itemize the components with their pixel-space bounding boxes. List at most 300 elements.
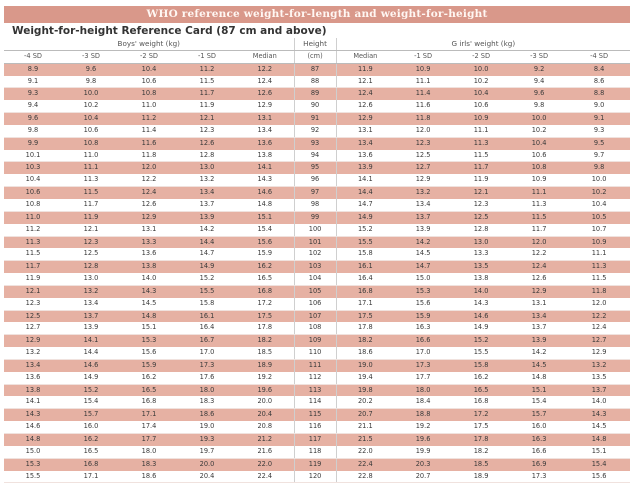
- weight-cell: 16.2: [452, 372, 510, 384]
- weight-cell: 13.8: [120, 261, 178, 273]
- weight-cell: 15.9: [394, 310, 452, 322]
- height-cell: 115: [294, 409, 336, 421]
- weight-cell: 12.1: [62, 224, 120, 236]
- weight-cell: 16.3: [510, 434, 568, 446]
- weight-cell: 13.9: [62, 322, 120, 334]
- weight-cell: 16.2: [236, 261, 294, 273]
- weight-cell: 11.3: [452, 137, 510, 149]
- weight-cell: 10.9: [510, 174, 568, 186]
- weight-cell: 12.2: [510, 248, 568, 260]
- weight-cell: 20.0: [178, 458, 236, 470]
- height-cell: 112: [294, 372, 336, 384]
- weight-cell: 12.4: [510, 261, 568, 273]
- weight-cell: 21.6: [236, 446, 294, 458]
- weight-cell: 22.4: [236, 471, 294, 483]
- table-row: [4, 76, 630, 88]
- weight-cell: 13.1: [510, 298, 568, 310]
- weight-cell: 13.4: [62, 298, 120, 310]
- weight-cell: 8.8: [568, 88, 630, 100]
- weight-cell: 14.2: [394, 236, 452, 248]
- weight-cell: 10.8: [4, 199, 62, 211]
- table-body: [4, 63, 630, 483]
- weight-cell: 10.6: [120, 76, 178, 88]
- weight-cell: 15.8: [178, 298, 236, 310]
- weight-cell: 11.8: [568, 285, 630, 297]
- height-cell: 113: [294, 384, 336, 396]
- weight-cell: 16.8: [452, 396, 510, 408]
- weight-cell: 12.5: [394, 150, 452, 162]
- weight-cell: 13.1: [336, 125, 394, 137]
- height-cell: 104: [294, 273, 336, 285]
- weight-cell: 12.9: [394, 174, 452, 186]
- weight-cell: 14.5: [568, 421, 630, 433]
- weight-cell: 16.5: [452, 384, 510, 396]
- weight-cell: 10.4: [510, 137, 568, 149]
- weight-cell: 9.6: [4, 113, 62, 125]
- weight-cell: 12.2: [568, 310, 630, 322]
- weight-cell: 12.0: [394, 125, 452, 137]
- weight-cell: 17.1: [336, 298, 394, 310]
- weight-cell: 13.3: [120, 236, 178, 248]
- height-cell: 99: [294, 211, 336, 223]
- weight-cell: 16.8: [336, 285, 394, 297]
- weight-cell: 11.1: [510, 187, 568, 199]
- weight-cell: 13.3: [452, 248, 510, 260]
- weight-cell: 17.1: [120, 409, 178, 421]
- weight-cell: 11.6: [120, 137, 178, 149]
- weight-cell: 11.7: [178, 88, 236, 100]
- table-row: [4, 322, 630, 334]
- weight-cell: 18.0: [394, 384, 452, 396]
- banner-title: WHO reference weight-for-length and weight-for-height: [4, 6, 630, 23]
- column-header: -1 SD: [178, 50, 236, 63]
- weight-cell: 11.4: [120, 125, 178, 137]
- table-row: [4, 224, 630, 236]
- weight-cell: 9.1: [4, 76, 62, 88]
- weight-cell: 10.8: [510, 162, 568, 174]
- weight-cell: 14.3: [120, 285, 178, 297]
- weight-cell: 10.9: [452, 113, 510, 125]
- weight-cell: 11.1: [62, 162, 120, 174]
- weight-cell: 15.9: [120, 359, 178, 371]
- height-cell: 108: [294, 322, 336, 334]
- weight-cell: 16.4: [336, 273, 394, 285]
- column-header: Median: [236, 50, 294, 63]
- weight-cell: 13.4: [394, 199, 452, 211]
- column-header: -2 SD: [452, 50, 510, 63]
- height-cell: 97: [294, 187, 336, 199]
- weight-cell: 11.5: [510, 211, 568, 223]
- weight-cell: 15.2: [62, 384, 120, 396]
- weight-cell: 9.5: [568, 137, 630, 149]
- weight-cell: 15.6: [120, 347, 178, 359]
- weight-cell: 14.6: [4, 421, 62, 433]
- weight-cell: 12.3: [452, 199, 510, 211]
- height-cell: 103: [294, 261, 336, 273]
- weight-cell: 14.3: [4, 409, 62, 421]
- weight-cell: 10.4: [120, 63, 178, 75]
- weight-cell: 9.4: [510, 76, 568, 88]
- height-cell: 100: [294, 224, 336, 236]
- weight-cell: 14.8: [120, 310, 178, 322]
- table-row: [4, 396, 630, 408]
- weight-cell: 15.6: [236, 236, 294, 248]
- weight-cell: 10.1: [4, 150, 62, 162]
- weight-cell: 19.7: [178, 446, 236, 458]
- boys-weight-header: Boys' weight (kg): [4, 38, 294, 50]
- table-row: [4, 162, 630, 174]
- weight-cell: 14.7: [394, 261, 452, 273]
- weight-cell: 13.4: [178, 187, 236, 199]
- table-row: [4, 384, 630, 396]
- weight-cell: 18.2: [336, 335, 394, 347]
- weight-cell: 10.2: [62, 100, 120, 112]
- weight-cell: 15.5: [452, 347, 510, 359]
- weight-cell: 11.2: [178, 63, 236, 75]
- weight-cell: 17.2: [236, 298, 294, 310]
- height-cell: 116: [294, 421, 336, 433]
- weight-cell: 9.3: [4, 88, 62, 100]
- weight-cell: 9.6: [62, 63, 120, 75]
- weight-cell: 19.6: [394, 434, 452, 446]
- weight-cell: 11.5: [452, 150, 510, 162]
- weight-cell: 18.9: [236, 359, 294, 371]
- weight-cell: 14.5: [120, 298, 178, 310]
- weight-cell: 14.9: [336, 211, 394, 223]
- weight-cell: 13.9: [178, 211, 236, 223]
- weight-cell: 20.4: [236, 409, 294, 421]
- weight-cell: 14.4: [62, 347, 120, 359]
- height-cell: 119: [294, 458, 336, 470]
- weight-cell: 14.0: [120, 273, 178, 285]
- weight-cell: 14.1: [336, 174, 394, 186]
- weight-cell: 12.9: [4, 335, 62, 347]
- weight-cell: 15.7: [62, 409, 120, 421]
- table-row: [4, 446, 630, 458]
- height-cell: 89: [294, 88, 336, 100]
- table-row: [4, 458, 630, 470]
- weight-cell: 18.5: [236, 347, 294, 359]
- weight-cell: 12.4: [336, 88, 394, 100]
- weight-cell: 10.9: [568, 236, 630, 248]
- weight-cell: 11.9: [452, 174, 510, 186]
- weight-cell: 12.0: [510, 236, 568, 248]
- weight-cell: 14.7: [178, 248, 236, 260]
- weight-cell: 9.8: [4, 125, 62, 137]
- weight-cell: 10.6: [62, 125, 120, 137]
- weight-cell: 11.9: [4, 273, 62, 285]
- weight-cell: 18.3: [120, 458, 178, 470]
- weight-cell: 13.1: [236, 113, 294, 125]
- weight-cell: 11.3: [510, 199, 568, 211]
- table-row: [4, 174, 630, 186]
- weight-cell: 13.2: [394, 187, 452, 199]
- weight-cell: 13.6: [4, 372, 62, 384]
- weight-cell: 9.7: [568, 150, 630, 162]
- weight-cell: 10.0: [568, 174, 630, 186]
- weight-cell: 11.0: [120, 100, 178, 112]
- weight-cell: 12.6: [178, 137, 236, 149]
- weight-cell: 16.5: [62, 446, 120, 458]
- column-header: -2 SD: [120, 50, 178, 63]
- weight-cell: 14.1: [236, 162, 294, 174]
- weight-cell: 10.4: [4, 174, 62, 186]
- weight-cell: 11.2: [120, 113, 178, 125]
- weight-cell: 19.9: [394, 446, 452, 458]
- weight-cell: 13.7: [510, 322, 568, 334]
- weight-cell: 10.4: [568, 199, 630, 211]
- weight-cell: 19.2: [394, 421, 452, 433]
- weight-cell: 17.0: [394, 347, 452, 359]
- weight-cell: 11.1: [394, 76, 452, 88]
- weight-cell: 13.0: [62, 273, 120, 285]
- height-cell: 90: [294, 100, 336, 112]
- weight-cell: 15.7: [510, 409, 568, 421]
- height-cell: 101: [294, 236, 336, 248]
- weight-cell: 13.6: [236, 137, 294, 149]
- weight-cell: 11.0: [4, 211, 62, 223]
- weight-cell: 10.9: [394, 63, 452, 75]
- weight-cell: 19.3: [178, 434, 236, 446]
- weight-cell: 20.7: [394, 471, 452, 483]
- weight-cell: 9.3: [568, 125, 630, 137]
- weight-cell: 14.2: [510, 347, 568, 359]
- weight-cell: 11.8: [120, 150, 178, 162]
- weight-cell: 9.8: [62, 76, 120, 88]
- weight-cell: 19.0: [178, 421, 236, 433]
- weight-cell: 11.5: [568, 273, 630, 285]
- weight-cell: 15.2: [452, 335, 510, 347]
- weight-cell: 12.0: [120, 162, 178, 174]
- weight-cell: 19.8: [336, 384, 394, 396]
- height-cell: 105: [294, 285, 336, 297]
- weight-cell: 12.7: [568, 335, 630, 347]
- weight-cell: 12.1: [336, 76, 394, 88]
- weight-cell: 14.0: [452, 285, 510, 297]
- weight-cell: 15.8: [336, 248, 394, 260]
- weight-cell: 16.1: [178, 310, 236, 322]
- weight-cell: 17.3: [510, 471, 568, 483]
- weight-cell: 12.7: [4, 322, 62, 334]
- weight-cell: 20.7: [336, 409, 394, 421]
- weight-cell: 12.6: [236, 88, 294, 100]
- weight-cell: 15.6: [568, 471, 630, 483]
- weight-cell: 12.8: [452, 224, 510, 236]
- weight-cell: 18.3: [178, 396, 236, 408]
- height-cell: 94: [294, 150, 336, 162]
- weight-cell: 18.2: [236, 335, 294, 347]
- weight-cell: 15.1: [236, 211, 294, 223]
- weight-cell: 20.4: [178, 471, 236, 483]
- table-row: [4, 63, 630, 75]
- weight-cell: 15.4: [236, 224, 294, 236]
- weight-cell: 11.9: [178, 100, 236, 112]
- weight-cell: 13.4: [236, 125, 294, 137]
- weight-cell: 10.6: [510, 150, 568, 162]
- weight-cell: 14.5: [510, 359, 568, 371]
- column-header: -3 SD: [510, 50, 568, 63]
- weight-cell: 11.6: [394, 100, 452, 112]
- height-cell: 91: [294, 113, 336, 125]
- weight-cell: 15.5: [178, 285, 236, 297]
- weight-cell: 21.2: [236, 434, 294, 446]
- weight-cell: 15.3: [394, 285, 452, 297]
- weight-cell: 12.9: [568, 347, 630, 359]
- weight-cell: 13.9: [510, 335, 568, 347]
- weight-cell: 18.4: [394, 396, 452, 408]
- weight-cell: 22.0: [236, 458, 294, 470]
- weight-cell: 11.9: [336, 63, 394, 75]
- header-row-columns: [4, 50, 630, 63]
- weight-cell: 11.3: [568, 261, 630, 273]
- weight-cell: 17.6: [178, 372, 236, 384]
- table-row: [4, 100, 630, 112]
- table-row: [4, 248, 630, 260]
- weight-cell: 12.3: [178, 125, 236, 137]
- weight-cell: 13.6: [120, 248, 178, 260]
- column-header: -4 SD: [4, 50, 62, 63]
- weight-cell: 15.0: [394, 273, 452, 285]
- height-cell: 118: [294, 446, 336, 458]
- weight-cell: 12.5: [452, 211, 510, 223]
- weight-cell: 12.9: [510, 285, 568, 297]
- weight-cell: 13.7: [394, 211, 452, 223]
- weight-cell: 18.0: [178, 384, 236, 396]
- weight-cell: 13.4: [336, 137, 394, 149]
- weight-cell: 13.2: [178, 174, 236, 186]
- weight-cell: 12.9: [120, 211, 178, 223]
- height-cell: 110: [294, 347, 336, 359]
- weight-cell: 12.1: [452, 187, 510, 199]
- weight-cell: 11.8: [394, 113, 452, 125]
- table-row: [4, 298, 630, 310]
- height-cell: 107: [294, 310, 336, 322]
- weight-cell: 12.8: [178, 150, 236, 162]
- weight-cell: 11.1: [568, 248, 630, 260]
- weight-cell: 13.2: [4, 347, 62, 359]
- weight-cell: 20.3: [394, 458, 452, 470]
- weight-cell: 17.8: [452, 434, 510, 446]
- weight-cell: 14.8: [568, 434, 630, 446]
- weight-cell: 11.5: [62, 187, 120, 199]
- height-cell: 111: [294, 359, 336, 371]
- weight-cell: 18.2: [452, 446, 510, 458]
- weight-cell: 16.6: [510, 446, 568, 458]
- weight-cell: 22.8: [336, 471, 394, 483]
- weight-cell: 11.7: [510, 224, 568, 236]
- weight-cell: 12.5: [4, 310, 62, 322]
- weight-cell: 11.3: [4, 236, 62, 248]
- weight-cell: 16.8: [236, 285, 294, 297]
- table-row: [4, 236, 630, 248]
- header-row-groups: [4, 38, 630, 50]
- weight-cell: 14.0: [568, 396, 630, 408]
- column-header: Median: [336, 50, 394, 63]
- weight-cell: 10.2: [510, 125, 568, 137]
- weight-cell: 9.4: [4, 100, 62, 112]
- table-row: [4, 310, 630, 322]
- table-row: [4, 150, 630, 162]
- height-cell: 93: [294, 137, 336, 149]
- weight-cell: 15.2: [178, 273, 236, 285]
- weight-cell: 17.5: [452, 421, 510, 433]
- table-row: [4, 137, 630, 149]
- table-row: [4, 261, 630, 273]
- weight-cell: 9.8: [510, 100, 568, 112]
- weight-cell: 15.5: [4, 471, 62, 483]
- weight-cell: 13.7: [62, 310, 120, 322]
- weight-cell: 16.8: [62, 458, 120, 470]
- weight-cell: 13.2: [62, 285, 120, 297]
- weight-cell: 18.0: [120, 446, 178, 458]
- weight-cell: 14.8: [510, 372, 568, 384]
- weight-cell: 15.5: [336, 236, 394, 248]
- weight-cell: 10.8: [120, 88, 178, 100]
- weight-cell: 17.7: [120, 434, 178, 446]
- height-cell: 114: [294, 396, 336, 408]
- weight-cell: 17.5: [336, 310, 394, 322]
- weight-cell: 9.6: [510, 88, 568, 100]
- weight-cell: 10.2: [568, 187, 630, 199]
- weight-cell: 12.2: [236, 63, 294, 75]
- weight-cell: 10.0: [510, 113, 568, 125]
- height-cell: 87: [294, 63, 336, 75]
- weight-cell: 12.8: [62, 261, 120, 273]
- weight-cell: 15.4: [568, 458, 630, 470]
- weight-cell: 15.2: [336, 224, 394, 236]
- weight-cell: 19.0: [336, 359, 394, 371]
- weight-cell: 13.8: [452, 273, 510, 285]
- weight-cell: 10.2: [452, 76, 510, 88]
- weight-cell: 8.4: [568, 63, 630, 75]
- table-row: [4, 285, 630, 297]
- weight-cell: 10.6: [4, 187, 62, 199]
- weight-cell: 11.5: [178, 76, 236, 88]
- weight-cell: 16.9: [510, 458, 568, 470]
- weight-cell: 18.6: [178, 409, 236, 421]
- weight-cell: 16.5: [236, 273, 294, 285]
- weight-cell: 17.7: [394, 372, 452, 384]
- weight-cell: 16.8: [120, 396, 178, 408]
- weight-cell: 9.9: [4, 137, 62, 149]
- weight-cell: 11.9: [62, 211, 120, 223]
- weight-cell: 14.9: [452, 322, 510, 334]
- weight-cell: 12.3: [394, 137, 452, 149]
- weight-cell: 10.3: [4, 162, 62, 174]
- table-row: [4, 409, 630, 421]
- weight-cell: 12.4: [568, 322, 630, 334]
- weight-cell: 14.8: [236, 199, 294, 211]
- weight-cell: 11.0: [62, 150, 120, 162]
- weight-cell: 16.5: [120, 384, 178, 396]
- weight-cell: 16.2: [120, 372, 178, 384]
- weight-cell: 12.4: [120, 187, 178, 199]
- weight-cell: 10.7: [568, 224, 630, 236]
- weight-cell: 17.2: [452, 409, 510, 421]
- table-row: [4, 88, 630, 100]
- column-header: -1 SD: [394, 50, 452, 63]
- weight-cell: 14.4: [336, 187, 394, 199]
- weight-cell: 9.2: [510, 63, 568, 75]
- weight-cell: 17.0: [178, 347, 236, 359]
- weight-cell: 11.1: [452, 125, 510, 137]
- weight-cell: 10.0: [62, 88, 120, 100]
- height-cell: 92: [294, 125, 336, 137]
- table-row: [4, 273, 630, 285]
- table-row: [4, 421, 630, 433]
- weight-cell: 14.8: [4, 434, 62, 446]
- weight-cell: 16.7: [178, 335, 236, 347]
